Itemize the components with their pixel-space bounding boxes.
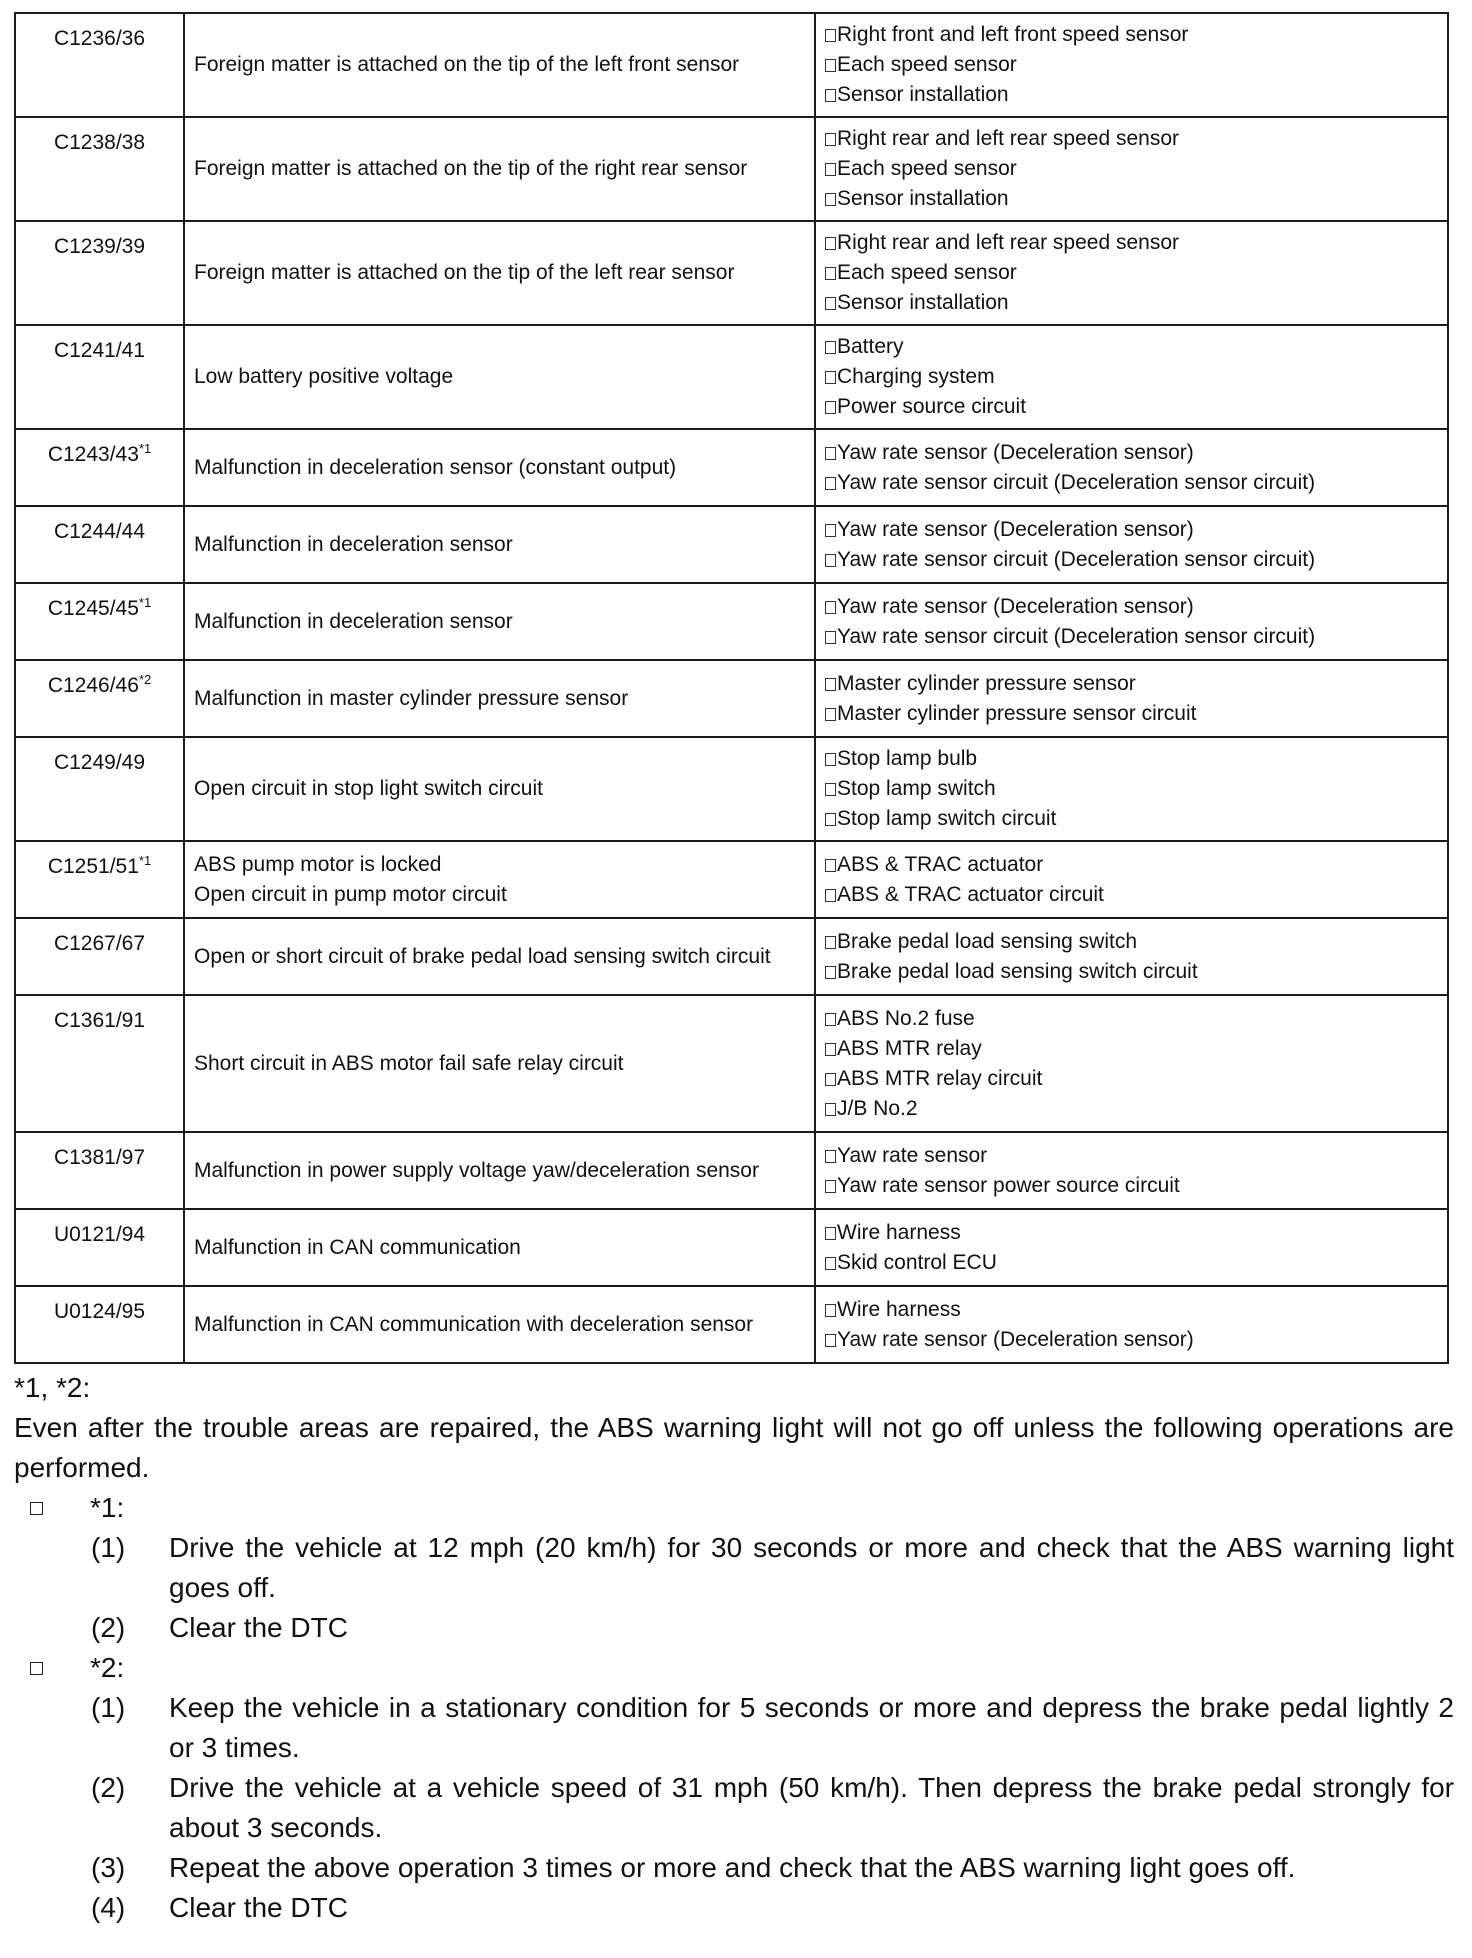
trouble-area-text: Stop lamp bulb	[837, 747, 978, 770]
trouble-area-text: Each speed sensor	[837, 53, 1017, 76]
notes-intro: Even after the trouble areas are repaired, the ABS warning light will not go off unless the following operations are performed.	[14, 1412, 1454, 1483]
step-number: (1)	[91, 1532, 126, 1563]
trouble-area-item	[825, 1248, 1447, 1278]
step-number: (1)	[91, 1692, 126, 1723]
trouble-area-text: ABS MTR relay	[837, 1036, 982, 1060]
trouble-area-cell	[815, 1132, 1448, 1209]
dtc-code-cell	[15, 918, 184, 995]
dtc-code-cell	[15, 13, 184, 117]
detection-cell	[184, 737, 815, 841]
checkbox-icon	[825, 783, 836, 796]
dtc-code-cell	[15, 995, 184, 1132]
dtc-code: C1236/36	[53, 27, 146, 50]
detection-text: Malfunction in CAN communication	[194, 1235, 521, 1259]
trouble-area-item	[825, 468, 1447, 498]
notes-label: *1, *2:	[14, 1372, 91, 1403]
table-row	[15, 918, 1448, 995]
note-groups	[14, 1488, 1454, 1928]
detection-text: ABS pump motor is locked	[194, 852, 442, 876]
table-row	[15, 325, 1448, 429]
trouble-area-text: ABS & TRAC actuator circuit	[837, 882, 1104, 906]
note-step	[14, 1768, 1454, 1848]
trouble-area-item	[825, 1218, 1447, 1248]
trouble-area-cell	[815, 506, 1448, 583]
table-row	[15, 1286, 1448, 1363]
checkbox-icon	[825, 1180, 836, 1193]
trouble-area-item	[825, 545, 1447, 575]
trouble-area-item	[825, 957, 1447, 987]
detection-cell	[184, 1209, 815, 1286]
detection-text: Malfunction in power supply voltage yaw/deceleration sensor	[194, 1158, 759, 1182]
dtc-code-cell	[15, 325, 184, 429]
trouble-area-item	[825, 1141, 1447, 1171]
detection-text: Foreign matter is attached on the tip of the right rear sensor	[194, 157, 748, 180]
checkbox-icon	[825, 371, 836, 384]
table-row	[15, 660, 1448, 737]
trouble-area-item	[825, 332, 1447, 362]
trouble-area-text: Master cylinder pressure sensor	[837, 671, 1136, 695]
step-text: Drive the vehicle at 12 mph (20 km/h) for 30 seconds or more and check that the ABS warning light goes off.	[169, 1532, 1454, 1603]
checkbox-icon	[825, 1334, 836, 1347]
checkbox-icon	[825, 1257, 836, 1270]
checkbox-icon	[825, 297, 836, 310]
dtc-code-cell	[15, 429, 184, 506]
trouble-area-item	[825, 744, 1447, 774]
detection-cell	[184, 117, 815, 221]
checkbox-icon	[825, 1304, 836, 1317]
trouble-area-text: Yaw rate sensor (Deceleration sensor)	[837, 440, 1194, 464]
dtc-code: U0121/94	[53, 1223, 146, 1246]
dtc-code-cell	[15, 117, 184, 221]
detection-text: Malfunction in master cylinder pressure sensor	[194, 686, 629, 710]
dtc-code: C1246/46	[47, 674, 139, 697]
trouble-area-text: ABS No.2 fuse	[837, 1006, 975, 1030]
table-row	[15, 995, 1448, 1132]
checkbox-icon	[825, 89, 836, 102]
trouble-area-text: Battery	[837, 335, 904, 358]
trouble-area-item	[825, 1034, 1447, 1064]
trouble-area-text: Yaw rate sensor (Deceleration sensor)	[837, 1327, 1194, 1351]
trouble-area-item	[825, 850, 1447, 880]
checkbox-icon	[825, 477, 836, 490]
checkbox-icon	[825, 631, 836, 644]
trouble-area-item	[825, 1004, 1447, 1034]
detection-text: Malfunction in CAN communication with deceleration sensor	[194, 1312, 754, 1336]
trouble-area-text: Yaw rate sensor power source circuit	[837, 1173, 1180, 1197]
checkbox-icon	[825, 966, 836, 979]
table-row	[15, 583, 1448, 660]
checkbox-icon	[825, 1103, 836, 1116]
trouble-area-item	[825, 622, 1447, 652]
checkbox-bullet-icon	[30, 1662, 43, 1675]
trouble-area-text: Power source circuit	[837, 395, 1027, 418]
trouble-area-text: Skid control ECU	[837, 1250, 997, 1274]
detection-text: Foreign matter is attached on the tip of the left rear sensor	[194, 261, 735, 284]
notes-section	[14, 1368, 1454, 1928]
trouble-area-item	[825, 804, 1447, 834]
trouble-area-text: ABS & TRAC actuator	[837, 852, 1044, 876]
checkbox-icon	[825, 1150, 836, 1163]
detection-text: Malfunction in deceleration sensor	[194, 609, 513, 633]
trouble-area-text: Each speed sensor	[837, 157, 1017, 180]
table-row	[15, 429, 1448, 506]
detection-cell	[184, 221, 815, 325]
trouble-area-text: ABS MTR relay circuit	[837, 1066, 1043, 1090]
trouble-area-item	[825, 80, 1447, 110]
trouble-area-text: Yaw rate sensor (Deceleration sensor)	[837, 517, 1194, 541]
dtc-table-body	[15, 13, 1448, 1363]
trouble-area-text: Sensor installation	[837, 291, 1009, 314]
note-group-header	[14, 1488, 1454, 1528]
footnote-marker: *1	[138, 441, 152, 456]
trouble-area-item	[825, 927, 1447, 957]
trouble-area-text: Brake pedal load sensing switch circuit	[837, 959, 1198, 983]
checkbox-icon	[825, 753, 836, 766]
trouble-area-text: Charging system	[837, 365, 995, 388]
trouble-area-text: Wire harness	[837, 1220, 961, 1244]
trouble-area-item	[825, 20, 1447, 50]
checkbox-icon	[825, 554, 836, 567]
step-number: (3)	[91, 1852, 126, 1883]
step-number: (4)	[91, 1892, 126, 1923]
trouble-area-text: Brake pedal load sensing switch	[837, 929, 1138, 953]
trouble-area-text: Yaw rate sensor circuit (Deceleration sensor circuit)	[837, 470, 1316, 494]
checkbox-icon	[825, 1073, 836, 1086]
detection-cell	[184, 13, 815, 117]
checkbox-icon	[825, 889, 836, 902]
trouble-area-cell	[815, 13, 1448, 117]
step-number: (2)	[91, 1612, 126, 1643]
dtc-code: C1251/51	[47, 855, 139, 878]
note-step	[14, 1608, 1454, 1648]
detection-text: Short circuit in ABS motor fail safe relay circuit	[194, 1051, 624, 1075]
detection-text: Open or short circuit of brake pedal load sensing switch circuit	[194, 944, 771, 968]
footnote-marker: *1	[138, 595, 152, 610]
trouble-area-cell	[815, 737, 1448, 841]
trouble-area-item	[825, 880, 1447, 910]
trouble-area-text: Wire harness	[837, 1297, 961, 1321]
table-row	[15, 1209, 1448, 1286]
trouble-area-text: Sensor installation	[837, 83, 1009, 106]
detection-text: Malfunction in deceleration sensor	[194, 532, 513, 556]
trouble-area-item	[825, 228, 1447, 258]
detection-text: Open circuit in stop light switch circuit	[194, 777, 543, 800]
checkbox-icon	[825, 1043, 836, 1056]
detection-cell	[184, 583, 815, 660]
dtc-code-cell	[15, 221, 184, 325]
trouble-area-cell	[815, 583, 1448, 660]
dtc-code-cell	[15, 1209, 184, 1286]
trouble-area-cell	[815, 660, 1448, 737]
checkbox-icon	[825, 267, 836, 280]
checkbox-icon	[825, 936, 836, 949]
trouble-area-text: Right rear and left rear speed sensor	[837, 127, 1180, 150]
dtc-code: C1381/97	[53, 1146, 146, 1169]
checkbox-icon	[825, 193, 836, 206]
trouble-area-text: Yaw rate sensor (Deceleration sensor)	[837, 594, 1194, 618]
dtc-code: C1267/67	[53, 932, 146, 955]
detection-cell	[184, 506, 815, 583]
trouble-area-item	[825, 288, 1447, 318]
detection-text: Open circuit in pump motor circuit	[194, 882, 507, 906]
trouble-area-cell	[815, 995, 1448, 1132]
checkbox-icon	[825, 1013, 836, 1026]
detection-cell	[184, 995, 815, 1132]
step-text: Repeat the above operation 3 times or more and check that the ABS warning light goes off.	[169, 1852, 1296, 1883]
step-number: (2)	[91, 1772, 126, 1803]
trouble-area-text: Sensor installation	[837, 187, 1009, 210]
detection-cell	[184, 1286, 815, 1363]
checkbox-icon	[825, 813, 836, 826]
trouble-area-item	[825, 438, 1447, 468]
detection-cell	[184, 429, 815, 506]
trouble-area-text: Right rear and left rear speed sensor	[837, 231, 1180, 254]
detection-cell	[184, 918, 815, 995]
note-group-label: *2:	[90, 1652, 125, 1683]
trouble-area-item	[825, 699, 1447, 729]
trouble-area-cell	[815, 1209, 1448, 1286]
trouble-area-text: Right front and left front speed sensor	[837, 23, 1189, 46]
note-step	[14, 1848, 1454, 1888]
detection-text: Malfunction in deceleration sensor (constant output)	[194, 455, 677, 479]
note-group-header	[14, 1648, 1454, 1688]
checkbox-icon	[825, 401, 836, 414]
table-row	[15, 506, 1448, 583]
trouble-area-text: Yaw rate sensor circuit (Deceleration sensor circuit)	[837, 624, 1316, 648]
trouble-area-text: Yaw rate sensor circuit (Deceleration sensor circuit)	[837, 547, 1316, 571]
trouble-area-item	[825, 124, 1447, 154]
trouble-area-item	[825, 362, 1447, 392]
table-row	[15, 1132, 1448, 1209]
dtc-code-cell	[15, 1286, 184, 1363]
trouble-area-item	[825, 1325, 1447, 1355]
trouble-area-item	[825, 1094, 1447, 1124]
detection-cell	[184, 325, 815, 429]
checkbox-icon	[825, 341, 836, 354]
trouble-area-item	[825, 392, 1447, 422]
trouble-area-cell	[815, 325, 1448, 429]
step-text: Clear the DTC	[169, 1612, 348, 1643]
trouble-area-text: J/B No.2	[837, 1096, 918, 1120]
checkbox-icon	[825, 678, 836, 691]
step-text: Clear the DTC	[169, 1892, 348, 1923]
dtc-code-cell	[15, 737, 184, 841]
dtc-code: C1241/41	[53, 339, 146, 362]
dtc-code: C1244/44	[53, 520, 146, 543]
trouble-area-text: Each speed sensor	[837, 261, 1017, 284]
detection-cell	[184, 1132, 815, 1209]
footnote-marker: *1	[138, 853, 152, 868]
step-text: Drive the vehicle at a vehicle speed of 31 mph (50 km/h). Then depress the brake pedal strongly for about 3 seconds.	[169, 1772, 1454, 1843]
dtc-code-cell	[15, 583, 184, 660]
checkbox-icon	[825, 601, 836, 614]
table-row	[15, 841, 1448, 918]
trouble-area-item	[825, 1171, 1447, 1201]
detection-text: Low battery positive voltage	[194, 365, 454, 388]
trouble-area-item	[825, 184, 1447, 214]
detection-text: Foreign matter is attached on the tip of the left front sensor	[194, 53, 740, 76]
step-text: Keep the vehicle in a stationary condition for 5 seconds or more and depress the brake pedal lightly 2 or 3 times.	[169, 1692, 1454, 1763]
trouble-area-cell	[815, 841, 1448, 918]
table-row	[15, 737, 1448, 841]
trouble-area-cell	[815, 1286, 1448, 1363]
detection-cell	[184, 660, 815, 737]
checkbox-icon	[825, 447, 836, 460]
dtc-table	[14, 12, 1449, 1364]
dtc-code: C1245/45	[47, 597, 139, 620]
checkbox-icon	[825, 59, 836, 72]
table-row	[15, 221, 1448, 325]
trouble-area-text: Stop lamp switch	[837, 777, 996, 800]
trouble-area-item	[825, 258, 1447, 288]
checkbox-bullet-icon	[30, 1502, 43, 1515]
trouble-area-item	[825, 515, 1447, 545]
checkbox-icon	[825, 1227, 836, 1240]
trouble-area-item	[825, 669, 1447, 699]
trouble-area-cell	[815, 918, 1448, 995]
note-step	[14, 1888, 1454, 1928]
dtc-code-cell	[15, 1132, 184, 1209]
dtc-code: C1238/38	[53, 131, 146, 154]
trouble-area-item	[825, 1064, 1447, 1094]
trouble-area-cell	[815, 429, 1448, 506]
trouble-area-item	[825, 592, 1447, 622]
dtc-code-cell	[15, 506, 184, 583]
dtc-code-cell	[15, 660, 184, 737]
note-step	[14, 1528, 1454, 1608]
checkbox-icon	[825, 237, 836, 250]
table-row	[15, 117, 1448, 221]
trouble-area-item	[825, 154, 1447, 184]
trouble-area-cell	[815, 221, 1448, 325]
detection-cell	[184, 841, 815, 918]
trouble-area-text: Master cylinder pressure sensor circuit	[837, 701, 1197, 725]
checkbox-icon	[825, 133, 836, 146]
dtc-code: C1243/43	[47, 443, 139, 466]
table-row	[15, 13, 1448, 117]
checkbox-icon	[825, 29, 836, 42]
dtc-code: C1239/39	[53, 235, 146, 258]
checkbox-icon	[825, 859, 836, 872]
checkbox-icon	[825, 524, 836, 537]
checkbox-icon	[825, 163, 836, 176]
trouble-area-cell	[815, 117, 1448, 221]
trouble-area-text: Yaw rate sensor	[837, 1143, 988, 1167]
trouble-area-item	[825, 774, 1447, 804]
trouble-area-text: Stop lamp switch circuit	[837, 807, 1057, 830]
dtc-code-cell	[15, 841, 184, 918]
dtc-code: C1249/49	[53, 751, 146, 774]
note-step	[14, 1688, 1454, 1768]
dtc-code: U0124/95	[53, 1300, 146, 1323]
trouble-area-item	[825, 1295, 1447, 1325]
checkbox-icon	[825, 708, 836, 721]
dtc-code: C1361/91	[53, 1009, 146, 1032]
trouble-area-item	[825, 50, 1447, 80]
note-group-label: *1:	[90, 1492, 125, 1523]
footnote-marker: *2	[138, 672, 152, 687]
